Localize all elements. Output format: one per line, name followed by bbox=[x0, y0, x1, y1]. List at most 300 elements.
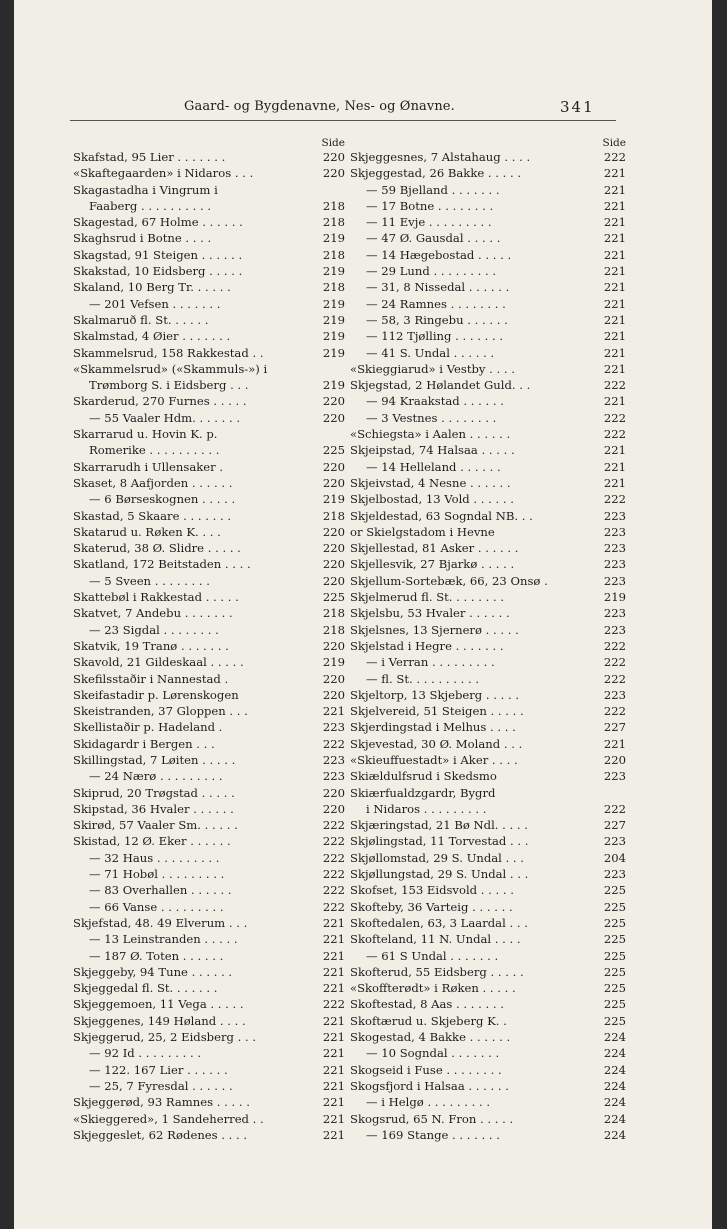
entry-page: 219 bbox=[322, 231, 345, 246]
entry-name: Skagestad, 67 Holme . . . . . . bbox=[73, 215, 243, 230]
entry-page: 221 bbox=[322, 932, 345, 947]
entry-page: 223 bbox=[603, 687, 626, 702]
entry-page: 221 bbox=[322, 1030, 345, 1045]
index-entry bbox=[350, 230, 626, 246]
entry-page: 222 bbox=[322, 834, 345, 849]
entry-page: 224 bbox=[603, 1127, 626, 1142]
entry-page: 220 bbox=[322, 150, 345, 164]
index-entry bbox=[350, 605, 626, 621]
entry-page: 221 bbox=[322, 1078, 345, 1093]
entry-page: 224 bbox=[603, 1111, 626, 1126]
index-entry bbox=[350, 638, 626, 654]
entry-page: 220 bbox=[322, 573, 345, 588]
index-entry bbox=[350, 296, 626, 312]
index-entry bbox=[350, 882, 626, 898]
entry-name: Skofteby, 36 Varteig . . . . . . bbox=[350, 899, 513, 914]
index-entry bbox=[350, 182, 626, 198]
entry-page: 221 bbox=[603, 198, 626, 213]
entry-name: — 10 Sogndal . . . . . . . bbox=[366, 1046, 500, 1061]
index-entry bbox=[350, 1078, 626, 1094]
index-entry bbox=[350, 736, 626, 752]
index-entry bbox=[350, 850, 626, 866]
entry-name: Skeistranden, 37 Gloppen . . . bbox=[73, 704, 248, 719]
entry-page: 222 bbox=[322, 736, 345, 751]
entry-page: 225 bbox=[603, 981, 626, 996]
entry-name: — 17 Botne . . . . . . . . bbox=[366, 198, 494, 213]
entry-name: Skirød, 57 Vaaler Sm. . . . . . bbox=[73, 818, 238, 833]
entry-page: 220 bbox=[322, 801, 345, 816]
entry-name: Skjeggerød, 93 Ramnes . . . . . bbox=[73, 1095, 250, 1110]
index-entry bbox=[350, 165, 626, 181]
entry-name: Skogsrud, 65 N. Fron . . . . . bbox=[350, 1111, 514, 1126]
index-entry bbox=[73, 556, 345, 572]
entry-name: Romerike . . . . . . . . . . bbox=[89, 443, 220, 458]
index-entry bbox=[73, 524, 345, 540]
index-entry bbox=[350, 312, 626, 328]
index-entry bbox=[350, 899, 626, 915]
entry-page: 222 bbox=[603, 492, 626, 507]
entry-name: — 24 Nærø . . . . . . . . . bbox=[89, 769, 223, 784]
entry-page: 219 bbox=[322, 329, 345, 344]
entry-page: 220 bbox=[322, 166, 345, 181]
entry-name: Skjeipstad, 74 Halsaa . . . . . bbox=[350, 443, 515, 458]
index-entry bbox=[73, 736, 345, 752]
index-entry bbox=[350, 1045, 626, 1061]
index-entry bbox=[350, 752, 626, 768]
entry-name: Skogestad, 4 Bakke . . . . . . bbox=[350, 1030, 511, 1045]
index-entry bbox=[350, 345, 626, 361]
index-entry bbox=[350, 263, 626, 279]
entry-name: Skaterud, 38 Ø. Slidre . . . . . bbox=[73, 541, 241, 556]
entry-page: 220 bbox=[322, 557, 345, 572]
entry-page: 221 bbox=[603, 361, 626, 376]
entry-page: 220 bbox=[322, 671, 345, 686]
index-entry bbox=[350, 214, 626, 230]
entry-page: 221 bbox=[603, 296, 626, 311]
entry-page: 219 bbox=[322, 378, 345, 393]
index-entry bbox=[73, 182, 339, 198]
entry-page: 218 bbox=[322, 508, 345, 523]
entry-page: 224 bbox=[603, 1030, 626, 1045]
entry-name: Skefilsstaðir i Nannestad . bbox=[73, 671, 229, 686]
entry-page: 223 bbox=[603, 867, 626, 882]
index-entry bbox=[73, 882, 345, 898]
entry-page: 221 bbox=[322, 964, 345, 979]
index-entry bbox=[73, 410, 345, 426]
entry-page: 224 bbox=[603, 1062, 626, 1077]
entry-name: — 58, 3 Ringebu . . . . . . bbox=[366, 312, 508, 327]
entry-name: Skjeggeby, 94 Tune . . . . . . bbox=[73, 964, 233, 979]
entry-page: 225 bbox=[603, 915, 626, 930]
entry-name: Skipstad, 36 Hvaler . . . . . . bbox=[73, 801, 234, 816]
entry-name: Skaset, 8 Aafjorden . . . . . . bbox=[73, 475, 233, 490]
index-entry bbox=[350, 475, 626, 491]
entry-name: «Skaftegaarden» i Nidaros . . . bbox=[73, 166, 254, 181]
entry-page: 223 bbox=[322, 752, 345, 767]
entry-page: 220 bbox=[322, 475, 345, 490]
index-entry bbox=[350, 833, 626, 849]
entry-page: 221 bbox=[603, 345, 626, 360]
entry-page: 220 bbox=[322, 687, 345, 702]
entry-page: 221 bbox=[322, 948, 345, 963]
entry-name: — i Verran . . . . . . . . . bbox=[366, 655, 495, 670]
entry-name: Skagastadha i Vingrum i bbox=[73, 182, 218, 197]
entry-name: Skoftedalen, 63, 3 Laardal . . . bbox=[350, 915, 528, 930]
index-entry bbox=[350, 247, 626, 263]
entry-name: Skarrarudh i Ullensaker . bbox=[73, 459, 224, 474]
entry-name: — 83 Overhallen . . . . . . bbox=[89, 883, 232, 898]
index-entry bbox=[73, 377, 345, 393]
entry-name: — 66 Vanse . . . . . . . . . bbox=[89, 899, 224, 914]
index-entry bbox=[350, 279, 626, 295]
entry-name: — 41 S. Undal . . . . . . bbox=[366, 345, 495, 360]
index-entry bbox=[350, 442, 626, 458]
book-page bbox=[14, 0, 712, 1229]
index-entry bbox=[350, 948, 626, 964]
entry-name: «Skieggiarud» i Vestby . . . . bbox=[350, 361, 515, 376]
entry-page: 222 bbox=[322, 867, 345, 882]
entry-page: 221 bbox=[603, 312, 626, 327]
index-entry bbox=[350, 622, 626, 638]
entry-name: — 29 Lund . . . . . . . . . bbox=[366, 264, 497, 279]
entry-page: 223 bbox=[603, 606, 626, 621]
index-entry bbox=[73, 393, 345, 409]
index-entry bbox=[73, 833, 345, 849]
index-entry bbox=[350, 996, 626, 1012]
entry-page: 221 bbox=[603, 394, 626, 409]
entry-page: 204 bbox=[603, 850, 626, 865]
index-entry bbox=[350, 1013, 626, 1029]
entry-name: — 122. 167 Lier . . . . . . bbox=[89, 1062, 228, 1077]
index-entry bbox=[73, 540, 345, 556]
entry-page: 222 bbox=[603, 638, 626, 653]
entry-name: — 5 Sveen . . . . . . . . bbox=[89, 573, 210, 588]
index-entry bbox=[73, 328, 345, 344]
entry-name: Skjæringstad, 21 Bø Ndl. . . . . bbox=[350, 818, 528, 833]
index-entry bbox=[350, 1062, 626, 1078]
entry-name: Skiærfualdzgardr, Bygrd bbox=[350, 785, 496, 800]
entry-name: — 13 Leinstranden . . . . . bbox=[89, 932, 238, 947]
index-entry bbox=[73, 361, 339, 377]
entry-name: Skillingstad, 7 Løiten . . . . . bbox=[73, 752, 236, 767]
entry-name: — 31, 8 Nissedal . . . . . . bbox=[366, 280, 510, 295]
index-entry bbox=[73, 1078, 345, 1094]
entry-page: 221 bbox=[603, 247, 626, 262]
index-entry bbox=[73, 622, 345, 638]
entry-name: — 61 S Undal . . . . . . . bbox=[366, 948, 499, 963]
entry-name: — 24 Ramnes . . . . . . . . bbox=[366, 296, 506, 311]
entry-name: — 201 Vefsen . . . . . . . bbox=[89, 296, 221, 311]
entry-page: 223 bbox=[603, 622, 626, 637]
entry-name: — 187 Ø. Toten . . . . . . bbox=[89, 948, 224, 963]
entry-page: 221 bbox=[322, 1095, 345, 1110]
entry-page: 225 bbox=[603, 1013, 626, 1028]
entry-name: «Skoffterødt» i Røken . . . . . bbox=[350, 981, 516, 996]
entry-name: — fl. St. . . . . . . . . . bbox=[366, 671, 480, 686]
entry-name: Skjefstad, 48. 49 Elverum . . . bbox=[73, 915, 248, 930]
entry-name: Skogsfjord i Halsaa . . . . . . bbox=[350, 1078, 509, 1093]
entry-name: Skjeggedal fl. St. . . . . . . bbox=[73, 981, 218, 996]
entry-page: 225 bbox=[603, 899, 626, 914]
entry-name: Skistad, 12 Ø. Eker . . . . . . bbox=[73, 834, 231, 849]
entry-page: 223 bbox=[603, 573, 626, 588]
entry-page: 221 bbox=[603, 182, 626, 197]
index-entry bbox=[73, 247, 345, 263]
index-entry bbox=[73, 573, 345, 589]
index-entry bbox=[73, 671, 345, 687]
index-entry bbox=[350, 556, 626, 572]
entry-page: 221 bbox=[603, 459, 626, 474]
side-label-text: Side bbox=[602, 137, 626, 149]
entry-page: 220 bbox=[322, 785, 345, 800]
entry-page: 218 bbox=[322, 606, 345, 621]
header-title: Gaard- og Bygdenavne, Nes- og Ønavne. bbox=[184, 99, 455, 114]
entry-page: 225 bbox=[603, 932, 626, 947]
index-entry bbox=[73, 214, 345, 230]
entry-name: — 55 Vaaler Hdm. . . . . . . bbox=[89, 410, 241, 425]
entry-name: Skjelstad i Hegre . . . . . . . bbox=[350, 638, 504, 653]
entry-page: 221 bbox=[322, 915, 345, 930]
entry-page: 225 bbox=[322, 590, 345, 605]
index-entry bbox=[73, 1111, 345, 1127]
index-entry bbox=[73, 1127, 345, 1143]
entry-name: Faaberg . . . . . . . . . . bbox=[89, 198, 212, 213]
entry-page: 219 bbox=[322, 312, 345, 327]
entry-page: 221 bbox=[603, 264, 626, 279]
index-entry bbox=[350, 768, 626, 784]
entry-name: Skjellum-Sortebæk, 66, 23 Onsø . bbox=[350, 573, 548, 588]
index-entry bbox=[73, 459, 345, 475]
entry-name: Skjeggestad, 26 Bakke . . . . . bbox=[350, 166, 522, 181]
entry-page: 221 bbox=[322, 1111, 345, 1126]
entry-name: Skjelmerud fl. St. . . . . . . . bbox=[350, 590, 505, 605]
index-entry bbox=[73, 980, 345, 996]
index-entry bbox=[73, 915, 345, 931]
index-entry bbox=[350, 410, 626, 426]
entry-name: — 47 Ø. Gausdal . . . . . bbox=[366, 231, 501, 246]
index-entry bbox=[73, 768, 345, 784]
index-entry bbox=[73, 850, 345, 866]
index-entry bbox=[73, 719, 345, 735]
entry-page: 223 bbox=[603, 769, 626, 784]
index-entry bbox=[350, 589, 626, 605]
index-entry bbox=[73, 996, 345, 1012]
index-entry bbox=[73, 345, 345, 361]
entry-page: 223 bbox=[322, 769, 345, 784]
entry-name: — i Helgø . . . . . . . . . bbox=[366, 1095, 491, 1110]
index-entry bbox=[350, 198, 626, 214]
entry-name: Skoftestad, 8 Aas . . . . . . . bbox=[350, 997, 504, 1012]
entry-page: 227 bbox=[603, 720, 626, 735]
index-entry bbox=[73, 296, 345, 312]
index-entry bbox=[350, 1094, 626, 1110]
entry-name: — 59 Bjelland . . . . . . . bbox=[366, 182, 500, 197]
entry-name: Skatvet, 7 Andebu . . . . . . . bbox=[73, 606, 233, 621]
entry-name: Skalmstad, 4 Øier . . . . . . . bbox=[73, 329, 231, 344]
index-entry bbox=[73, 198, 345, 214]
entry-name: — 112 Tjølling . . . . . . . bbox=[366, 329, 504, 344]
side-label-text: Side bbox=[321, 137, 345, 149]
entry-page: 223 bbox=[603, 524, 626, 539]
entry-name: Skoftærud u. Skjeberg K. . bbox=[350, 1013, 507, 1028]
index-entry bbox=[350, 377, 626, 393]
entry-name: — 71 Hobøl . . . . . . . . . bbox=[89, 867, 225, 882]
entry-page: 221 bbox=[603, 280, 626, 295]
entry-name: Skatland, 172 Beitstaden . . . . bbox=[73, 557, 251, 572]
page-number: 341 bbox=[560, 98, 595, 116]
entry-name: — 32 Haus . . . . . . . . . bbox=[89, 850, 220, 865]
entry-page: 225 bbox=[603, 883, 626, 898]
index-entry bbox=[73, 149, 345, 165]
index-entry bbox=[73, 1029, 345, 1045]
entry-name: Skeifastadir p. Lørenskogen bbox=[73, 687, 239, 702]
entry-page: 222 bbox=[603, 150, 626, 164]
entry-page: 221 bbox=[603, 475, 626, 490]
entry-page: 222 bbox=[603, 801, 626, 816]
entry-page: 221 bbox=[322, 704, 345, 719]
index-entry bbox=[350, 817, 626, 833]
entry-name: Skavold, 21 Gildeskaal . . . . . bbox=[73, 655, 244, 670]
entry-page: 220 bbox=[322, 524, 345, 539]
index-entry bbox=[73, 279, 345, 295]
index-entry bbox=[73, 866, 345, 882]
entry-name: or Skielgstadom i Hevne bbox=[350, 524, 495, 539]
index-entry bbox=[73, 1013, 345, 1029]
entry-page: 220 bbox=[322, 541, 345, 556]
entry-name: — 169 Stange . . . . . . . bbox=[366, 1127, 500, 1142]
index-entry bbox=[350, 393, 626, 409]
entry-page: 221 bbox=[322, 981, 345, 996]
entry-page: 220 bbox=[322, 410, 345, 425]
entry-name: Skjellesvik, 27 Bjarkø . . . . . bbox=[350, 557, 515, 572]
entry-name: — 94 Kraakstad . . . . . . bbox=[366, 394, 504, 409]
entry-page: 222 bbox=[603, 704, 626, 719]
index-entry bbox=[73, 817, 345, 833]
entry-page: 221 bbox=[603, 329, 626, 344]
entry-name: Skjegstad, 2 Hølandet Guld. . . bbox=[350, 378, 531, 393]
entry-name: «Skieuffuestadt» i Aker . . . . bbox=[350, 752, 518, 767]
entry-name: Skjeggenes, 149 Høland . . . . bbox=[73, 1013, 246, 1028]
header-rule bbox=[70, 120, 616, 121]
entry-page: 221 bbox=[603, 443, 626, 458]
index-entry bbox=[73, 491, 345, 507]
entry-page: 222 bbox=[603, 427, 626, 442]
entry-page: 221 bbox=[322, 1062, 345, 1077]
entry-page: 221 bbox=[603, 736, 626, 751]
index-entry bbox=[350, 1111, 626, 1127]
entry-name: Skaghsrud i Botne . . . . bbox=[73, 231, 212, 246]
index-entry bbox=[73, 1045, 345, 1061]
entry-page: 220 bbox=[322, 638, 345, 653]
index-entry bbox=[73, 605, 345, 621]
entry-name: — 14 Hægebostad . . . . . bbox=[366, 247, 512, 262]
entry-page: 225 bbox=[322, 443, 345, 458]
entry-name: Skjeggesnes, 7 Alstahaug . . . . bbox=[350, 150, 531, 164]
index-entry bbox=[350, 703, 626, 719]
entry-name: Skjelbostad, 13 Vold . . . . . . bbox=[350, 492, 514, 507]
index-entry bbox=[350, 654, 626, 670]
entry-name: — 92 Id . . . . . . . . . bbox=[89, 1046, 202, 1061]
index-entry bbox=[350, 491, 626, 507]
entry-page: 225 bbox=[603, 948, 626, 963]
entry-name: Skjeivstad, 4 Nesne . . . . . . bbox=[350, 475, 511, 490]
entry-page: 223 bbox=[603, 834, 626, 849]
entry-name: Skellistaðir p. Hadeland . bbox=[73, 720, 223, 735]
index-entry bbox=[73, 442, 345, 458]
entry-name: Skatvik, 19 Tranø . . . . . . . bbox=[73, 638, 229, 653]
entry-name: — 11 Evje . . . . . . . . . bbox=[366, 215, 492, 230]
index-entry bbox=[73, 508, 345, 524]
entry-name: Skammelsrud, 158 Rakkestad . . bbox=[73, 345, 264, 360]
entry-name: Skjerdingstad i Melhus . . . . bbox=[350, 720, 516, 735]
entry-name: Skjeggeslet, 62 Rødenes . . . . bbox=[73, 1127, 248, 1142]
entry-page: 223 bbox=[603, 508, 626, 523]
entry-name: Skofteland, 11 N. Undal . . . . bbox=[350, 932, 521, 947]
entry-name: Skogseid i Fuse . . . . . . . . bbox=[350, 1062, 502, 1077]
index-entry bbox=[73, 426, 339, 442]
entry-name: — 23 Sigdal . . . . . . . . bbox=[89, 622, 219, 637]
entry-name: Skjevestad, 30 Ø. Moland . . . bbox=[350, 736, 523, 751]
entry-name: Skofterud, 55 Eidsberg . . . . . bbox=[350, 964, 524, 979]
entry-page: 221 bbox=[603, 231, 626, 246]
entry-name: Skiældulfsrud i Skedsmo bbox=[350, 769, 497, 784]
side-label bbox=[350, 137, 626, 149]
entry-name: Skarrarud u. Hovin K. p. bbox=[73, 427, 218, 442]
entry-page: 219 bbox=[322, 655, 345, 670]
index-entry bbox=[350, 866, 626, 882]
index-entry bbox=[73, 654, 345, 670]
entry-name: Trømborg S. i Eidsberg . . . bbox=[89, 378, 249, 393]
entry-page: 218 bbox=[322, 198, 345, 213]
entry-name: Skjøllomstad, 29 S. Undal . . . bbox=[350, 850, 524, 865]
entry-name: Skjeltorp, 13 Skjeberg . . . . . bbox=[350, 687, 520, 702]
entry-page: 221 bbox=[322, 1127, 345, 1142]
entry-page: 220 bbox=[322, 394, 345, 409]
entry-page: 222 bbox=[322, 997, 345, 1012]
side-label bbox=[73, 137, 345, 149]
entry-page: 224 bbox=[603, 1078, 626, 1093]
running-header bbox=[14, 99, 712, 119]
index-entry bbox=[350, 931, 626, 947]
entry-name: Skidagardr i Bergen . . . bbox=[73, 736, 215, 751]
entry-page: 223 bbox=[603, 541, 626, 556]
entry-name: «Skieggered», 1 Sandeherred . . bbox=[73, 1111, 264, 1126]
index-entry bbox=[73, 1062, 345, 1078]
index-entry bbox=[350, 785, 616, 801]
entry-name: Skjølingstad, 11 Torvestad . . . bbox=[350, 834, 529, 849]
entry-page: 222 bbox=[603, 655, 626, 670]
index-entry bbox=[350, 915, 626, 931]
entry-page: 223 bbox=[603, 557, 626, 572]
entry-page: 218 bbox=[322, 622, 345, 637]
entry-page: 219 bbox=[322, 345, 345, 360]
entry-page: 225 bbox=[603, 964, 626, 979]
entry-name: Skagstad, 91 Steigen . . . . . . bbox=[73, 247, 243, 262]
entry-page: 221 bbox=[603, 215, 626, 230]
entry-name: «Skammelsrud» («Skammuls-») i bbox=[73, 361, 268, 376]
entry-name: Skakstad, 10 Eidsberg . . . . . bbox=[73, 264, 243, 279]
entry-name: Skjeldestad, 63 Sogndal NB. . . bbox=[350, 508, 533, 523]
entry-page: 225 bbox=[603, 997, 626, 1012]
index-entry bbox=[350, 687, 626, 703]
index-entry bbox=[350, 1029, 626, 1045]
index-entry bbox=[73, 785, 345, 801]
entry-page: 222 bbox=[322, 899, 345, 914]
index-entry bbox=[73, 931, 345, 947]
entry-name: Skafstad, 95 Lier . . . . . . . bbox=[73, 150, 226, 164]
entry-page: 222 bbox=[603, 378, 626, 393]
index-entry bbox=[73, 638, 345, 654]
